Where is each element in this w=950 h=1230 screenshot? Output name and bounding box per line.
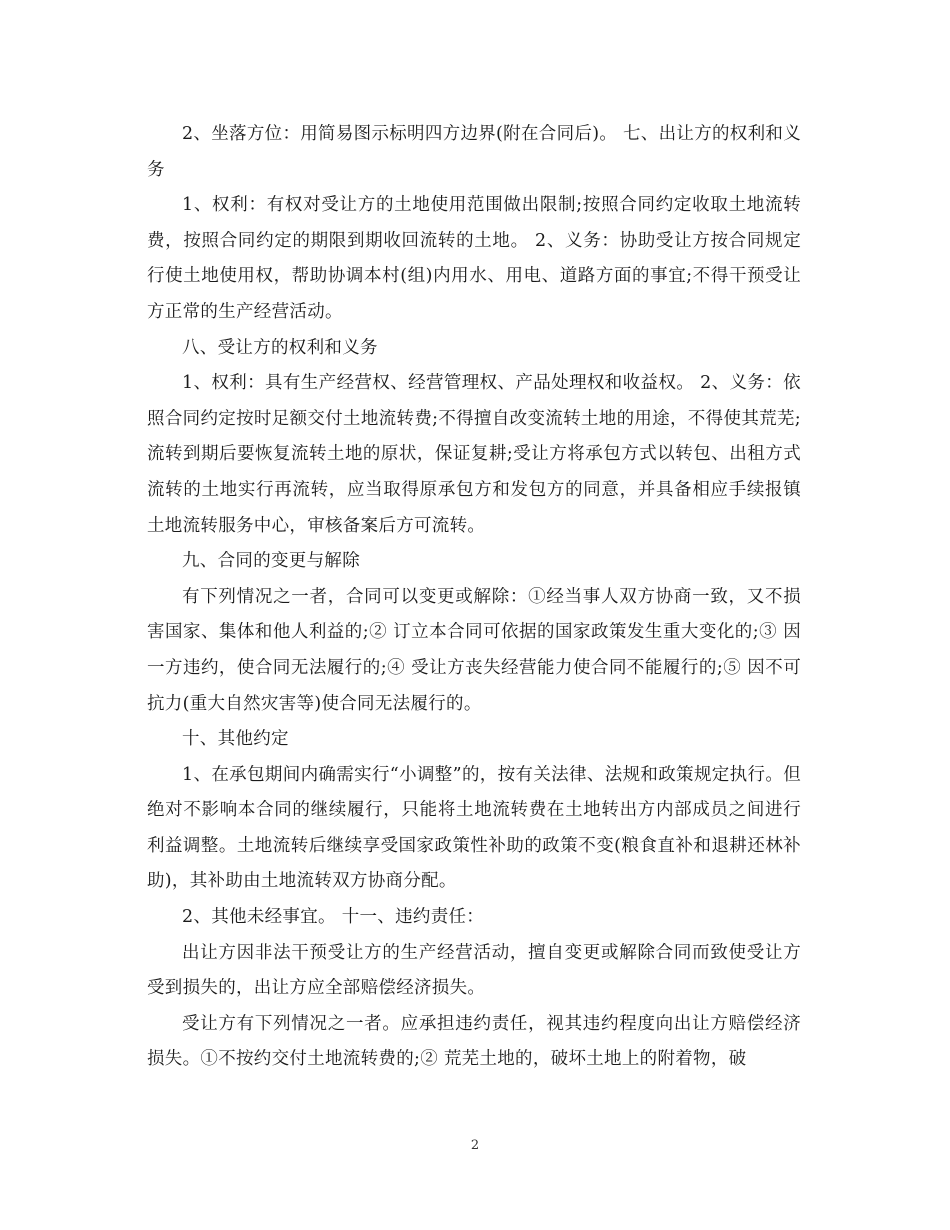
paragraph-location: 2、坐落方位：用简易图示标明四方边界(附在合同后)。 七、出让方的权利和义务 xyxy=(147,124,801,180)
page-number: 2 xyxy=(470,1138,480,1153)
paragraph-other-matters: 2、其他未经事宜。 十一、违约责任： xyxy=(182,907,485,928)
paragraph-transferor-liability: 出让方因非法干预受让方的生产经营活动，擅自变更或解除合同而致使受让方受到损失的，出让方应全部赔偿经济损失。 xyxy=(147,942,801,999)
paragraph-other-agreements: 1、在承包期间内确需实行“小调整”的，按有关法律、法规和政策规定执行。但绝对不影响本合同的继续履行，只能将土地流转费在土地转出方内部成员之间进行利益调整。土地流转后继续享受国家政策性补助的政策不变(粮食直补和退耕还林补助)，其补助由土地流转双方协商分配。 xyxy=(147,764,801,892)
heading-section-9: 九、合同的变更与解除 xyxy=(182,551,360,572)
heading-section-8: 八、受让方的权利和义务 xyxy=(182,337,378,358)
paragraph-contract-change: 有下列情况之一者，合同可以变更或解除：①经当事人双方协商一致，又不损害国家、集体和他人利益的;② 订立本合同可依据的国家政策发生重大变化的;③ 因一方违约，使合同无法履行的;④ 受让方丧失经营能力使合同不能履行的;⑤ 因不可抗力(重大自然灾害等)使合同无法履行的。 xyxy=(147,586,801,714)
paragraph-transferee-liability: 受让方有下列情况之一者。应承担违约责任，视其违约程度向出让方赔偿经济损失。①不按约交付土地流转费的;② 荒芜土地的，破坏土地上的附着物，破 xyxy=(147,1013,801,1070)
heading-section-10: 十、其他约定 xyxy=(182,729,289,750)
paragraph-transferor-rights: 1、权利：有权对受让方的土地使用范围做出限制;按照合同约定收取土地流转费，按照合同约定的期限到期收回流转的土地。 2、义务：协助受让方按合同规定行使土地使用权，帮助协调本村(组)内用水、用电、道路方面的事宜;不得干预受让方正常的生产经营活动。 xyxy=(147,195,801,322)
paragraph-transferee-rights: 1、权利：具有生产经营权、经营管理权、产品处理权和收益权。 2、义务：依照合同约定按时足额交付土地流转费;不得擅自改变流转土地的用途，不得使其荒芜;流转到期后要恢复流转土地的原状，保证复耕;受让方将承包方式以转包、出租方式流转的土地实行再流转，应当取得原承包方和发包方的同意，并具备相应手续报镇土地流转服务中心，审核备案后方可流转。 xyxy=(147,373,801,536)
document-body xyxy=(147,117,801,1078)
